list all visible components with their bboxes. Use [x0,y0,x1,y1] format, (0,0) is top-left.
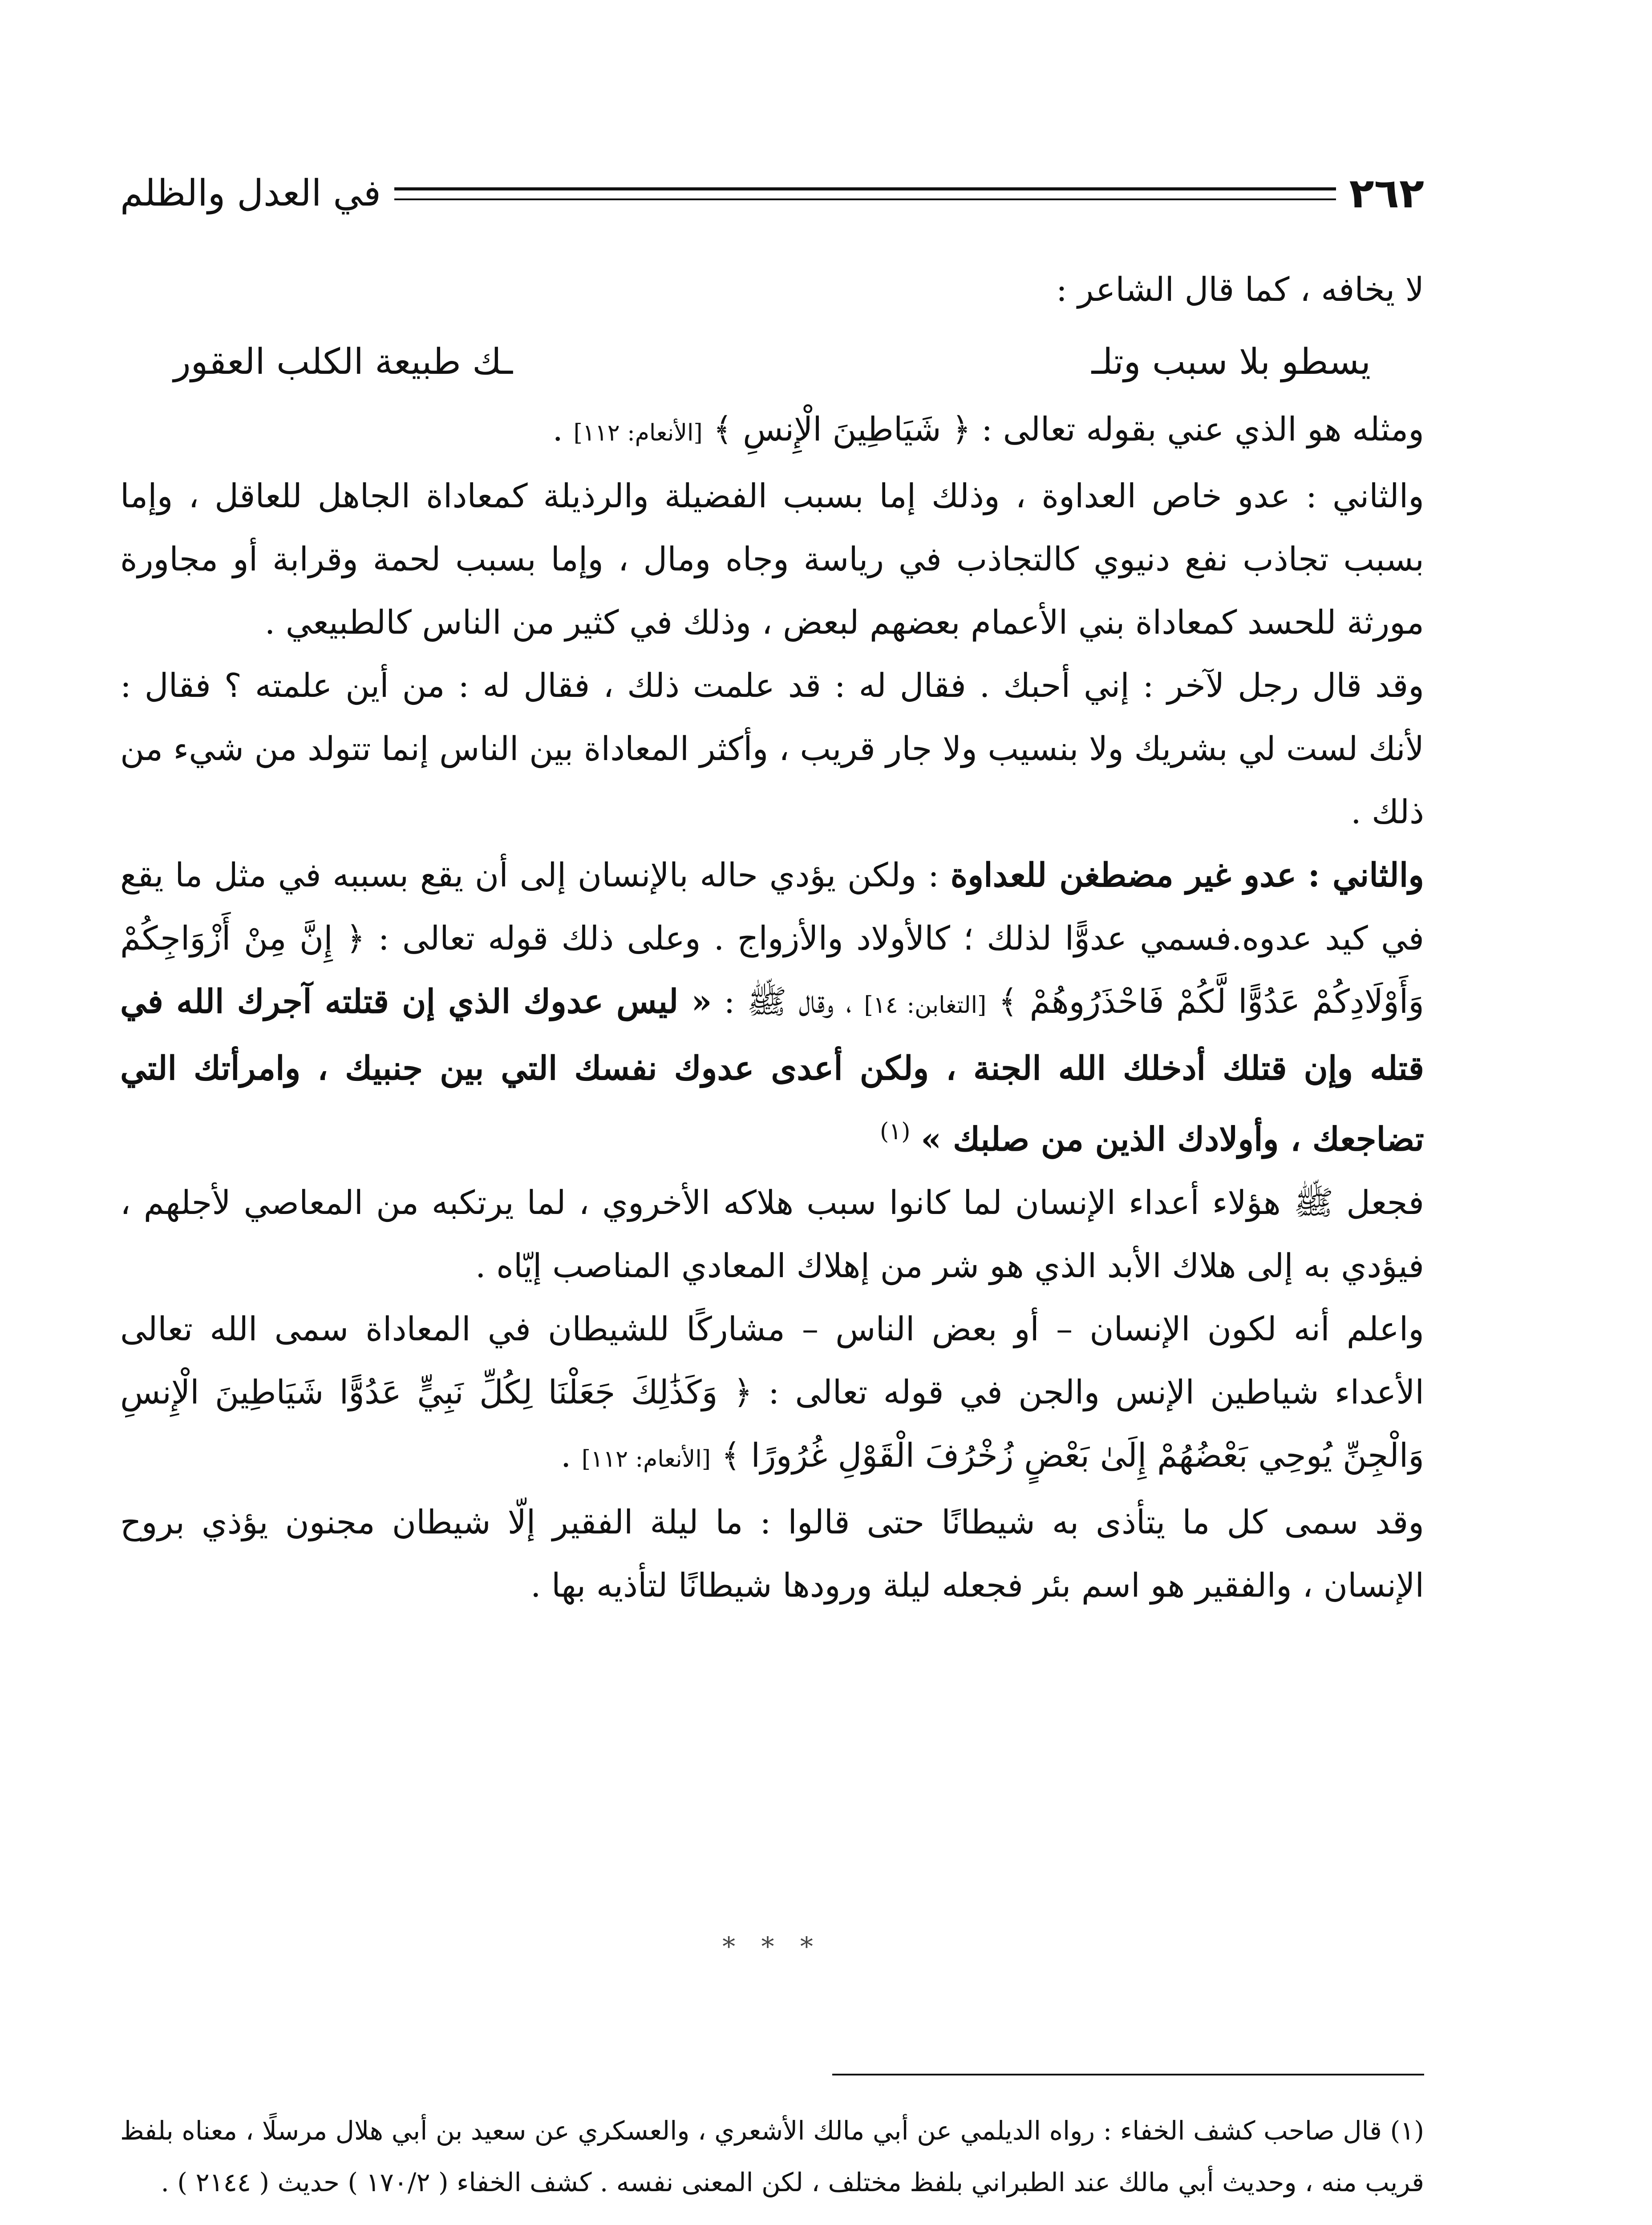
paragraph-5-text: : ولكن يؤدي حاله بالإنسان إلى أن يقع بسببه في مثل ما يقع في كيد عدوه.فسمي عدوًّا لذلك ؛ كالأولاد والأزواج . وعلى ذلك قوله تعالى : [120,856,1424,958]
quran-reference: [التغابن: ١٤] [864,992,987,1019]
running-title: في العدل والظلم [120,172,381,214]
paragraph-5 [120,844,1424,1171]
paragraph-8: وقد سمى كل ما يتأذى به شيطانًا حتى قالوا : ما ليلة الفقير إلّا شيطان مجنون يؤذي بروح الإنسان ، والفقير هو اسم بئر فجعله ليلة ورودها شيطانًا لتأذيه بها . [120,1503,1424,1605]
paragraph-1: لا يخافه ، كما قال الشاعر : [1056,271,1424,309]
footnotes [120,2105,1424,2208]
footnote-1: (١) قال صاحب كشف الخفاء : رواه الديلمي عن أبي مالك الأشعري ، والعسكري عن سعيد بن أبي هلال مرسلًا ، معناه بلفظ قريب منه ، وحديث أبي مالك عند الطبراني بلفظ مختلف ، لكن المعنى نفسه . كشف الخفاء ( ١٧٠/٢ ) حديث ( ٢١٤٤ ) . [120,2116,1424,2197]
poetry-verse [120,321,1424,398]
hadith-quote: « ليس عدوك الذي إن قتلته آجرك الله في قتله وإن قتلك أدخلك الله الجنة ، ولكن أعدى عدوك نفسك التي بين جنبيك ، وامرأتك التي تضاجعك ، وأولادك الذين من صلبك » [120,983,1424,1159]
paragraph-6: فجعل ﷺ هؤلاء أعداء الإنسان لما كانوا سبب هلاكه الأخروي ، لما يرتكبه من المعاصي لأجلهم ، فيؤدي به إلى هلاك الأبد الذي هو شر من إهلاك المعادي المناصب إيّاه . [120,1183,1424,1285]
quran-quote: ﴿ شَيَاطِينَ الْإِنسِ ﴾ [713,410,971,449]
footnote-rule [832,2074,1424,2075]
quran-quote: ﴿ إِنَّ مِنْ أَزْوَاجِكُمْ وَأَوْلَادِكُمْ عَدُوًّا لَّكُمْ فَاحْذَرُوهُمْ ﴾ [120,919,1424,1021]
quran-reference: [الأنعام: ١١٢] [581,1445,711,1473]
quran-reference: [الأنعام: ١١٢] [573,420,703,446]
quran-quote: ﴿ وَكَذَٰلِكَ جَعَلْنَا لِكُلِّ نَبِيٍّ عَدُوًّا شَيَاطِينَ الْإِنسِ وَالْجِنِّ يُوحِي بَعْضُهُمْ إِلَىٰ بَعْضٍ زُخْرُفَ الْقَوْلِ غُرُورًا ﴾ [120,1373,1424,1475]
verse-first-hemistich: يسطو بلا سبب وتلـ [1091,341,1371,382]
running-header [120,169,1424,218]
verse-second-hemistich: ـك طبيعة الكلب العقور [174,341,513,382]
paragraph-7 [120,1298,1424,1491]
book-page [120,0,1424,2225]
paragraph-5-heading: عدو غير مضطغن للعداوة [950,856,1297,894]
paragraph-2-text: ومثله هو الذي عني بقوله تعالى : [981,410,1424,449]
paragraph-3: والثاني : عدو خاص العداوة ، وذلك إما بسبب الفضيلة والرذيلة كمعاداة الجاهل للعاقل ، وإما بسبب تجاذب نفع دنيوي كالتجاذب في رياسة وجاه ومال ، وإما بسبب لحمة وقرابة أو مجاورة مورثة للحسد كمعاداة بني الأعمام بعضهم لبعض ، وذلك في كثير من الناس كالطبيعي . [120,477,1424,642]
paragraph-7-end: . [560,1436,571,1475]
section-separator: * * * [722,1931,822,1962]
paragraph-7-text: واعلم أنه لكون الإنسان – أو بعض الناس – مشاركًا للشيطان في المعاداة سمى الله تعالى الأعداء شياطين الإنس والجن في قوله تعالى : [120,1310,1425,1412]
header-rule [394,187,1336,200]
page-number: ٢٦٢ [1349,170,1424,217]
paragraph-5-lead: والثاني : [1308,856,1424,894]
paragraph-5-after: ، وقال ﷺ : [724,983,852,1021]
body-text [120,258,1424,1617]
footnote-marker[interactable]: (١) [880,1118,911,1145]
paragraph-4: وقد قال رجل لآخر : إني أحبك . فقال له : قد علمت ذلك ، فقال له : من أين علمته ؟ فقال : لأنك لست لي بشريك ولا بنسيب ولا جار قريب ، وأكثر المعاداة بين الناس إنما تتولد من شيء من ذلك . [120,667,1424,831]
paragraph-2-end: . [552,410,563,449]
paragraph-2 [120,398,1424,465]
